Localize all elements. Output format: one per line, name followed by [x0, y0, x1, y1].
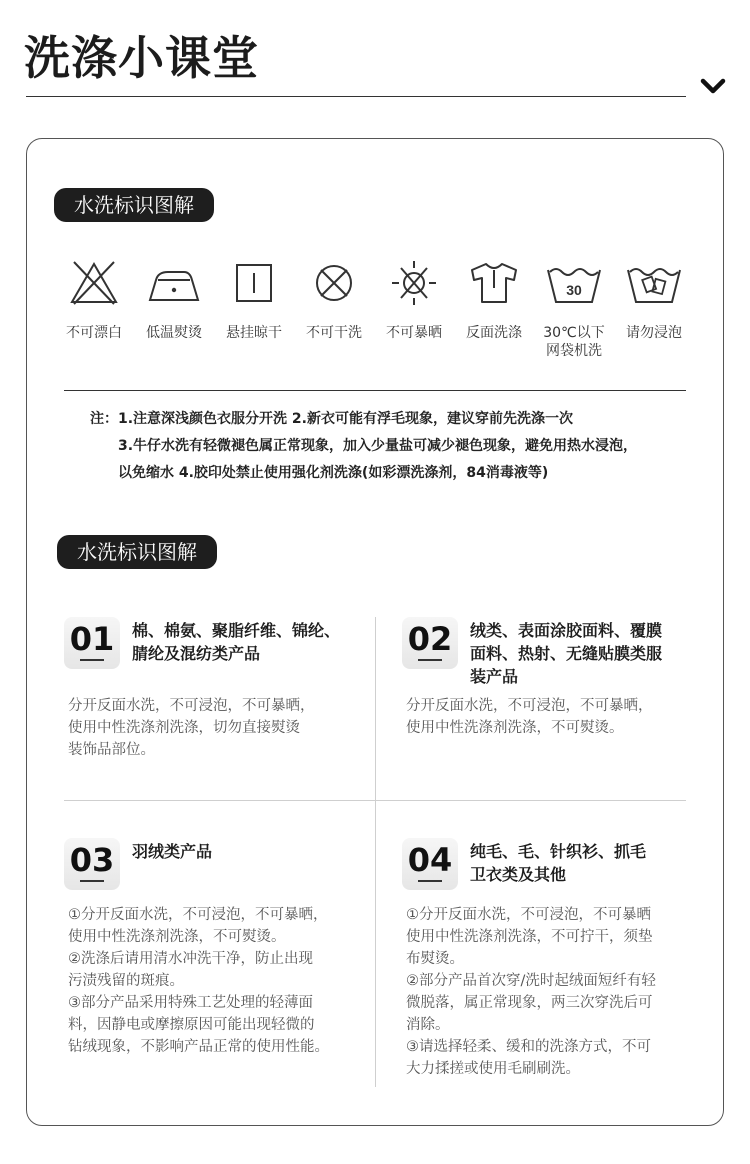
- care-symbol-label: 请勿浸泡: [626, 325, 682, 341]
- desc-line: 使用中性洗涤剂洗涤，不可拧干，须垫: [406, 929, 653, 945]
- note-line-2: 3.牛仔水洗有轻微褪色属正常现象，加入少量盐可减少褪色现象，避免用热水浸泡，: [118, 438, 638, 454]
- fabric-cell-title: [132, 840, 362, 863]
- note-line-1: 注：1.注意深浅颜色衣服分开洗 2.新衣可能有浮毛现象，建议穿前先洗涤一次: [90, 411, 573, 427]
- fabric-cell-title: [132, 619, 362, 665]
- no-sun-dry-icon: [384, 258, 444, 308]
- care-symbol-no-dry-clean: [294, 258, 374, 342]
- number-badge-underline: [80, 880, 104, 882]
- fabric-cell-title: [470, 840, 690, 886]
- desc-line: 大力揉搓或使用毛刷刷洗。: [406, 1061, 580, 1077]
- low-temp-iron-icon: [144, 258, 204, 308]
- number-badge-text: 02: [407, 620, 453, 658]
- title-divider: [26, 96, 686, 97]
- care-symbol-label: [534, 324, 614, 360]
- care-symbol-label: 悬挂晾干: [226, 325, 282, 341]
- washing-notes: [90, 406, 690, 487]
- desc-line: ③部分产品采用特殊工艺处理的轻薄面: [68, 995, 313, 1011]
- number-badge: [64, 838, 120, 890]
- care-symbol-inside-out: [454, 258, 534, 342]
- care-symbol-label-line2: 网袋机洗: [546, 343, 602, 359]
- number-badge-underline: [418, 659, 442, 661]
- care-symbol-label: 低温熨烫: [146, 325, 202, 341]
- desc-line: 分开反面水洗，不可浸泡，不可暴晒，: [406, 698, 653, 714]
- desc-line: ①分开反面水洗，不可浸泡，不可暴晒: [406, 907, 651, 923]
- fabric-cell-description: [406, 904, 702, 1080]
- care-symbol-row: [54, 258, 700, 368]
- desc-line: ①分开反面水洗，不可浸泡，不可暴晒，: [68, 907, 328, 923]
- fabric-cell-description: [68, 904, 364, 1058]
- number-badge-underline: [418, 880, 442, 882]
- number-badge: [64, 617, 120, 669]
- title-line: 羽绒类产品: [132, 842, 213, 861]
- number-badge-underline: [80, 659, 104, 661]
- desc-line: 消除。: [406, 1017, 450, 1033]
- no-soak-icon: [624, 258, 684, 308]
- fabric-cell-description: [406, 695, 702, 739]
- number-badge-text: 01: [69, 620, 115, 658]
- desc-line: 微脱落，属正常现象，两三次穿洗后可: [406, 995, 653, 1011]
- icons-divider: [64, 390, 686, 391]
- number-badge: [402, 838, 458, 890]
- number-badge: [402, 617, 458, 669]
- number-badge-text: 03: [69, 841, 115, 879]
- desc-line: 使用中性洗涤剂洗涤，不可熨烫。: [406, 720, 624, 736]
- desc-line: 使用中性洗涤剂洗涤，切勿直接熨烫: [68, 720, 300, 736]
- no-bleach-icon: [64, 258, 124, 308]
- hang-dry-icon: [224, 258, 284, 308]
- desc-line: 装饰品部位。: [68, 742, 155, 758]
- fabric-cell-description: [68, 695, 364, 761]
- desc-line: 分开反面水洗，不可浸泡，不可暴晒，: [68, 698, 315, 714]
- desc-line: ②部分产品首次穿/洗时起绒面短纤有轻: [406, 973, 656, 989]
- no-dry-clean-icon: [304, 258, 364, 308]
- page-title: 洗涤小课堂: [24, 31, 259, 85]
- title-line: 面料、热射、无缝贴膜类服: [470, 644, 663, 663]
- fabric-cell-title: [470, 619, 690, 688]
- desc-line: ③请选择轻柔、缓和的洗涤方式，不可: [406, 1039, 651, 1055]
- care-symbol-label: 不可漂白: [66, 325, 122, 341]
- section-label-fabric-guide: 水洗标识图解: [57, 535, 217, 569]
- grid-divider-horizontal: [64, 800, 686, 801]
- title-line: 棉、棉氨、聚脂纤维、锦纶、: [132, 621, 341, 640]
- title-line: 卫衣类及其他: [470, 865, 567, 884]
- desc-line: 污渍残留的斑痕。: [68, 973, 184, 989]
- care-symbol-hang-dry: [214, 258, 294, 342]
- title-line: 纯毛、毛、针织衫、抓毛: [470, 842, 647, 861]
- number-badge-text: 04: [407, 841, 453, 879]
- note-line-3: 以免缩水 4.胶印处禁止使用强化剂洗涤(如彩漂洗涤剂，84消毒液等): [118, 465, 549, 481]
- desc-line: 布熨烫。: [406, 951, 464, 967]
- care-symbol-label: 不可暴晒: [386, 325, 442, 341]
- desc-line: 钻绒现象，不影响产品正常的使用性能。: [68, 1039, 329, 1055]
- care-symbol-label: 不可干洗: [306, 325, 362, 341]
- care-symbol-machine-wash: [534, 258, 614, 360]
- wash-temp-value: 30: [566, 282, 582, 298]
- chevron-down-icon[interactable]: [700, 76, 726, 98]
- title-line: 装产品: [470, 667, 519, 686]
- section-label-care-symbols: 水洗标识图解: [54, 188, 214, 222]
- care-symbol-low-iron: [134, 258, 214, 342]
- machine-wash-30-icon: [544, 258, 604, 308]
- care-symbol-no-sun: [374, 258, 454, 342]
- care-symbol-label-line1: 30℃以下: [543, 325, 605, 341]
- care-symbol-label: 反面洗涤: [466, 325, 522, 341]
- title-line: 腈纶及混纺类产品: [132, 644, 261, 663]
- wash-inside-out-icon: [464, 258, 524, 308]
- desc-line: ②洗涤后请用清水冲洗干净，防止出现: [68, 951, 313, 967]
- grid-divider-vertical: [375, 617, 376, 1087]
- care-symbol-no-soak: [614, 258, 694, 342]
- care-symbol-no-bleach: [54, 258, 134, 342]
- desc-line: 使用中性洗涤剂洗涤，不可熨烫。: [68, 929, 286, 945]
- title-line: 绒类、表面涂胶面料、覆膜: [470, 621, 663, 640]
- desc-line: 料，因静电或摩擦原因可能出现轻微的: [68, 1017, 315, 1033]
